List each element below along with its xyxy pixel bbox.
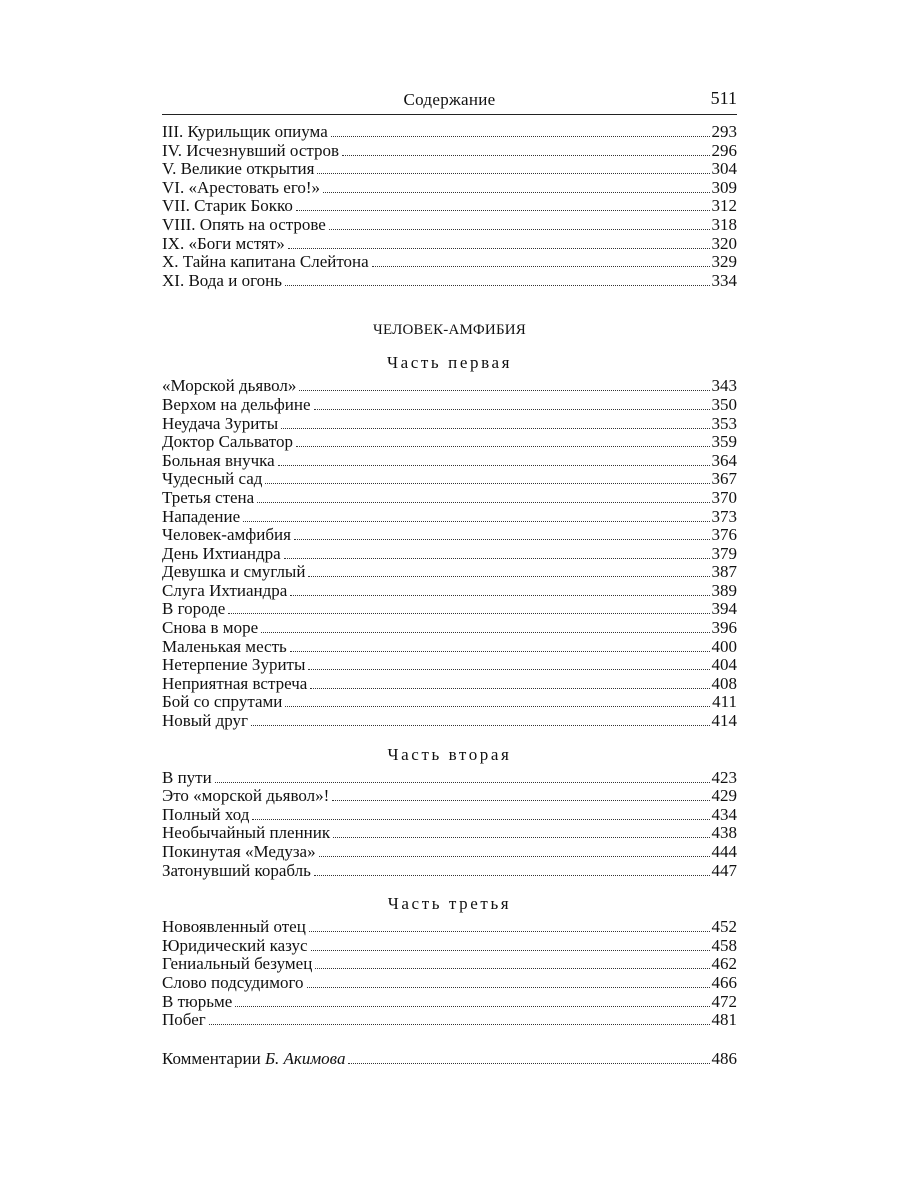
dot-leader [252,819,709,820]
dot-leader [332,800,709,801]
toc-entry[interactable] [162,563,737,582]
dot-leader [309,931,710,932]
dot-leader [261,632,709,633]
commentary-label: Комментарии [162,1048,261,1068]
dot-leader [329,229,710,230]
toc-entry[interactable] [162,433,737,452]
toc-entry-title: «Морской дьявол» [162,376,297,396]
dot-leader [342,155,709,156]
dot-leader [281,428,709,429]
dot-leader [296,210,710,211]
toc-entry[interactable] [162,638,737,657]
toc-entry-title: V. Великие открытия [162,159,315,179]
toc-entry-title: В тюрьме [162,991,233,1011]
commentary-author: Б. Акимова [264,1048,346,1068]
part-title-first: Часть первая [386,353,513,373]
toc-entry[interactable] [162,824,737,843]
toc-entry-title: Это «морской дьявол»! [162,786,330,806]
toc-entry-title: VI. «Арестовать его!» [162,177,321,197]
toc-entry-title: Больная внучка [162,450,275,470]
toc-entry[interactable] [162,377,737,396]
dot-leader [311,950,710,951]
toc-entry[interactable] [162,272,737,291]
toc-entry-page: 312 [711,196,737,216]
toc-entry[interactable] [162,675,737,694]
dot-leader [228,613,709,614]
toc-entry[interactable] [162,160,737,179]
toc-entry[interactable] [162,489,737,508]
toc-entry[interactable] [162,253,737,272]
dot-leader [323,192,709,193]
toc-entry-title: Затонувший корабль [162,860,311,880]
dot-leader [319,856,710,857]
dot-leader [372,266,710,267]
toc-entry-title: Слово подсудимого [162,972,304,992]
toc-entry-title: Нападение [162,506,241,526]
toc-entry-title: Гениальный безумец [162,954,313,974]
toc-entry-title: Юридический казус [162,935,308,955]
toc-entry-page: 414 [711,711,737,731]
toc-entry-title: Третья стена [162,487,255,507]
toc-entry-title: Верхом на дельфине [162,394,311,414]
dot-leader [285,285,710,286]
toc-page [162,88,737,1068]
toc-entry-title: Неприятная встреча [162,673,308,693]
toc-entry[interactable] [162,452,737,471]
dot-leader [215,782,710,783]
part-title-third: Часть третья [387,894,512,914]
dot-leader [314,875,710,876]
dot-leader [278,465,710,466]
toc-entry-title: Покинутая «Медуза» [162,842,316,861]
toc-entry[interactable] [162,216,737,235]
toc-entry[interactable] [162,918,737,937]
running-head-title: Содержание [403,90,496,109]
toc-entry-page: 411 [712,692,737,712]
toc-entry-title: Бой со спрутами [162,692,283,712]
toc-entry-page: 434 [711,804,737,824]
toc-entry-page: 394 [711,599,737,619]
toc-entry-page: 296 [711,140,737,160]
toc-entry-title: VII. Старик Бокко [162,196,293,216]
toc-list-part-third [162,918,737,1030]
dot-leader [294,539,710,540]
toc-entry-title: XI. Вода и огонь [162,270,282,290]
toc-entry[interactable] [162,142,737,161]
toc-entry-title: Слуга Ихтиандра [162,580,288,600]
toc-entry[interactable] [162,693,737,712]
toc-entry-page: 438 [711,823,737,843]
dot-leader [307,987,710,988]
toc-entry-page: 389 [711,580,737,600]
toc-entry-title: IV. Исчезнувший остров [162,140,340,160]
toc-entry-title: X. Тайна капитана Слейтона [162,252,369,272]
toc-entry-title: Новоявленный отец [162,917,306,937]
dot-leader [315,968,709,969]
toc-entry[interactable] [162,526,737,545]
toc-entry-title: В пути [162,767,212,787]
dot-leader [290,651,710,652]
toc-entry-page: 423 [711,767,737,787]
toc-entry-title: Снова в море [162,618,259,638]
toc-entry[interactable] [162,862,737,881]
toc-entry-page: 350 [711,394,737,414]
toc-entry[interactable] [162,508,737,527]
toc-entry-page: 370 [711,487,737,507]
toc-entry[interactable] [162,545,737,564]
toc-entry-page: 408 [711,673,737,693]
toc-list-part-first [162,377,737,730]
toc-entry-title: Нетерпение Зуриты [162,655,306,675]
dot-leader [308,669,709,670]
toc-entry-page: 429 [711,786,737,806]
dot-leader [265,483,709,484]
toc-entry[interactable] [162,993,737,1012]
toc-entry-title: Чудесный сад [162,469,263,489]
toc-entry-page: 329 [711,252,737,272]
toc-entry-title: Доктор Сальватор [162,432,293,452]
toc-entry[interactable] [162,955,737,974]
toc-entry-title: IX. «Боги мстят» [162,233,285,253]
toc-entry-title: III. Курильщик опиума [162,122,328,141]
toc-entry-page: 304 [711,159,737,179]
toc-entry-page: 359 [711,432,737,452]
toc-entry[interactable] [162,806,737,825]
toc-entry[interactable] [162,600,737,619]
toc-entry-title: Девушка и смуглый [162,562,306,582]
dot-leader [310,688,709,689]
dot-leader [308,576,709,577]
dot-leader [317,173,709,174]
toc-entry-page: 320 [711,233,737,253]
dot-leader [333,837,709,838]
toc-entry-page: 379 [711,543,737,563]
work-title: ЧЕЛОВЕК-АМФИБИЯ [373,322,526,339]
toc-entry[interactable] [162,235,737,254]
toc-entry-page: 404 [711,655,737,675]
toc-entry[interactable] [162,396,737,415]
running-head [162,88,737,115]
dot-leader [290,595,709,596]
page-number: 511 [710,88,737,108]
toc-entry[interactable] [162,123,737,142]
toc-entry-title: Полный ход [162,804,250,824]
toc-entry-title: В городе [162,599,226,619]
toc-entry[interactable] [162,582,737,601]
toc-entry-title [162,1050,348,1069]
toc-entry-title: Необычайный пленник [162,823,331,843]
toc-entry-page: 334 [711,270,737,290]
dot-leader [299,390,709,391]
toc-entry-page: 293 [711,122,737,141]
toc-entry-page: 353 [711,413,737,433]
toc-entry[interactable] [162,470,737,489]
toc-entry-page: 486 [711,1048,737,1068]
toc-entry[interactable] [162,619,737,638]
dot-leader [288,248,710,249]
toc-entry-page: 387 [711,562,737,582]
toc-entry-title: VIII. Опять на острове [162,214,326,234]
toc-entry-title: День Ихтиандра [162,543,281,563]
toc-entry-title: Человек-амфибия [162,525,291,545]
toc-entry-page: 396 [711,618,737,638]
toc-entry-page: 373 [711,506,737,526]
dot-leader [235,1006,709,1007]
toc-entry-page: 376 [711,525,737,545]
toc-entry[interactable] [162,415,737,434]
dot-leader [257,502,709,503]
toc-entry-page: 400 [711,636,737,656]
toc-list-continued [162,123,737,290]
toc-entry[interactable] [162,1011,737,1030]
dot-leader [285,706,710,707]
toc-entry-page: 318 [711,214,737,234]
toc-entry-page: 309 [711,177,737,197]
toc-entry[interactable] [162,712,737,731]
toc-entry[interactable] [162,937,737,956]
toc-entry-page: 452 [711,917,737,937]
toc-entry[interactable] [162,974,737,993]
dot-leader [243,521,709,522]
dot-leader [209,1024,710,1025]
dot-leader [348,1063,709,1064]
toc-entry-page: 364 [711,450,737,470]
toc-entry[interactable] [162,179,737,198]
toc-entry-commentary[interactable] [162,1050,737,1069]
toc-entry[interactable] [162,656,737,675]
toc-entry-page: 481 [711,1010,737,1030]
dot-leader [296,446,710,447]
dot-leader [284,558,710,559]
toc-entry-title: Побег [162,1010,206,1030]
dot-leader [331,136,710,137]
toc-list-part-second [162,769,737,881]
toc-entry[interactable] [162,769,737,788]
toc-entry[interactable] [162,787,737,806]
toc-entry-page: 447 [711,860,737,880]
toc-entry-page: 466 [711,972,737,992]
toc-entry-title: Маленькая месть [162,636,287,656]
part-title-second: Часть вторая [387,744,512,764]
toc-entry[interactable] [162,843,737,862]
dot-leader [251,725,710,726]
dot-leader [314,409,710,410]
toc-entry-page: 343 [711,376,737,396]
toc-entry-page: 472 [711,991,737,1011]
toc-entry-page: 367 [711,469,737,489]
toc-entry-title: Неудача Зуриты [162,413,279,433]
toc-entry-page: 458 [711,935,737,955]
toc-entry-title: Новый друг [162,711,248,731]
toc-entry-page: 462 [711,954,737,974]
toc-entry-page: 444 [711,842,737,861]
toc-entry[interactable] [162,197,737,216]
